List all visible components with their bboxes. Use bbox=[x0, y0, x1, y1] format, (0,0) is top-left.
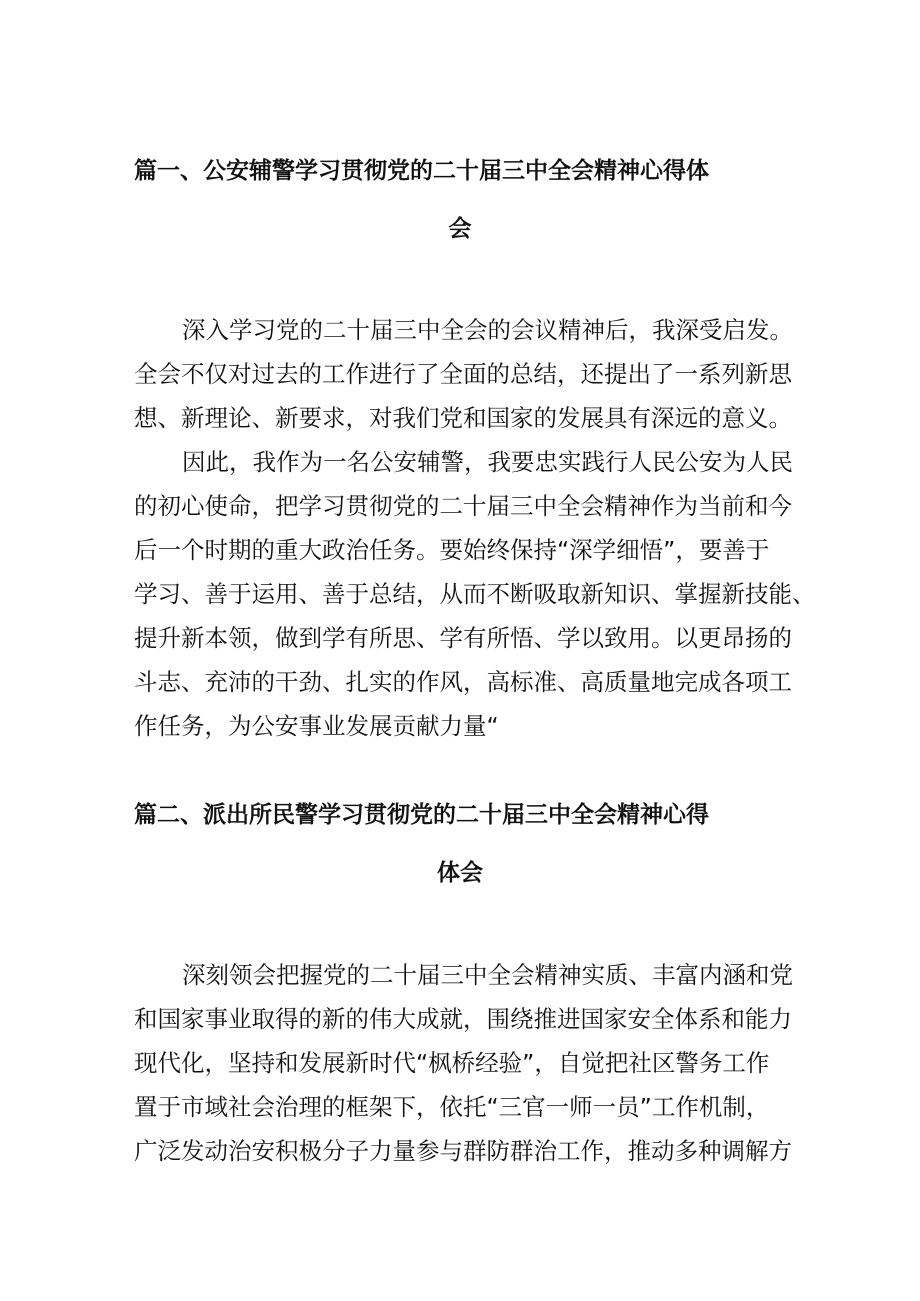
section-1-paragraph-2-line-4: 学习、善于运用、善于总结，从而不断吸取新知识、掌握新技能、 bbox=[134, 580, 816, 608]
section-1-paragraph-1-line-3: 想、新理论、新要求，对我们党和国家的发展具有深远的意义。 bbox=[134, 404, 792, 432]
section-1-heading-line-1: 篇一、公安辅警学习贯彻党的二十届三中全会精神心得体 bbox=[134, 158, 709, 184]
section-1-paragraph-1-line-1: 深入学习党的二十届三中全会的会议精神后，我深受启发。 bbox=[182, 316, 793, 344]
section-1-paragraph-2-line-3: 后一个时期的重大政治任务。要始终保持“深学细悟”，要善于 bbox=[134, 536, 770, 564]
section-2-paragraph-1-line-2: 和国家事业取得的新的伟大成就，围绕推进国家安全体系和能力 bbox=[134, 1005, 792, 1033]
section-1-paragraph-2-line-2: 的初心使命，把学习贯彻党的二十届三中全会精神作为当前和今 bbox=[134, 492, 792, 520]
section-2-paragraph-1-line-3: 现代化，坚持和发展新时代“枫桥经验”，自觉把社区警务工作 bbox=[134, 1049, 770, 1077]
section-2-paragraph-1-line-5: 广泛发动治安积极分子力量参与群防群治工作，推动多种调解方 bbox=[134, 1137, 792, 1165]
section-1-paragraph-2-line-7: 作任务，为公安事业发展贡献力量“ bbox=[134, 712, 499, 740]
section-1-heading-line-2: 会 bbox=[448, 216, 472, 242]
section-1-paragraph-2-line-1: 因此，我作为一名公安辅警，我要忠实践行人民公安为人民 bbox=[182, 448, 793, 476]
section-1-paragraph-2-line-5: 提升新本领，做到学有所思、学有所悟、学以致用。以更昂扬的 bbox=[134, 624, 792, 652]
section-2-paragraph-1-line-1: 深刻领会把握党的二十届三中全会精神实质、丰富内涵和党 bbox=[182, 961, 793, 989]
section-1-paragraph-2-line-6: 斗志、充沛的干劲、扎实的作风，高标准、高质量地完成各项工 bbox=[134, 668, 792, 696]
section-2-heading-line-2: 体会 bbox=[437, 860, 483, 886]
section-1-paragraph-1-line-2: 全会不仅对过去的工作进行了全面的总结，还提出了一系列新思 bbox=[134, 360, 792, 388]
section-2-heading-line-1: 篇二、派出所民警学习贯彻党的二十届三中全会精神心得 bbox=[134, 802, 709, 828]
section-2-paragraph-1-line-4: 置于市域社会治理的框架下，依托“三官一师一员”工作机制， bbox=[134, 1093, 770, 1121]
